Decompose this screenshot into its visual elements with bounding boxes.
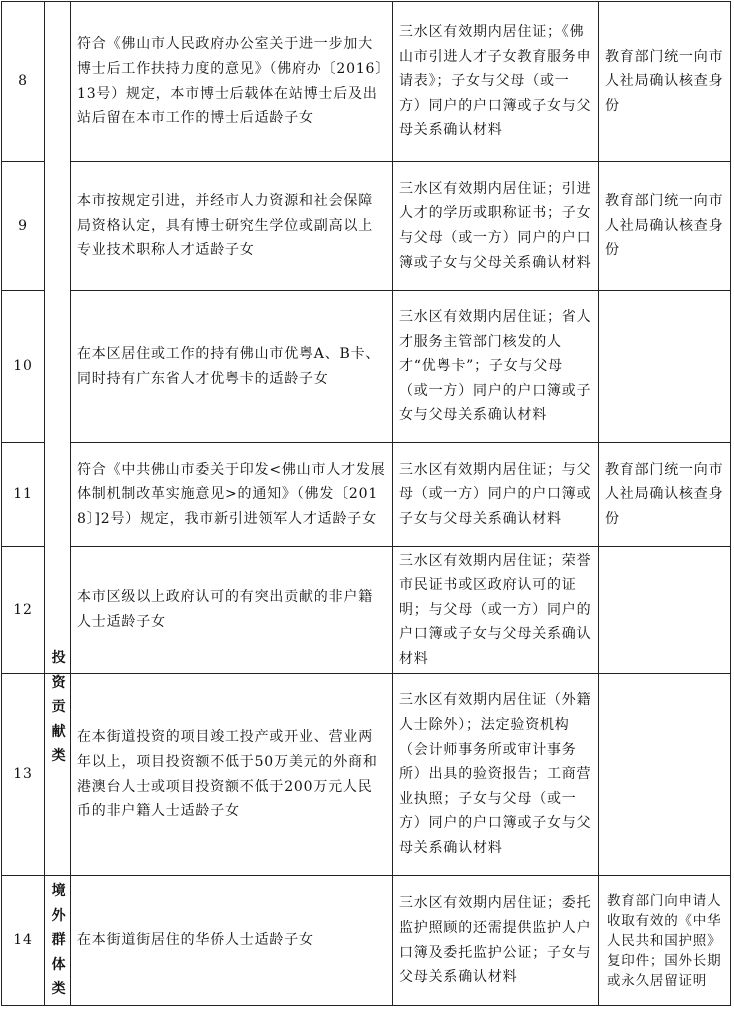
row-number: 9	[2, 162, 45, 291]
table-row	[2, 674, 731, 876]
row-number: 8	[2, 2, 45, 162]
materials-cell: 三水区有效期内居住证；委托监护照顾的还需提供监护人户口簿及委托监护公证；子女与父母关系确认材料	[393, 876, 599, 1006]
note-cell: 教育部门统一向市人社局确认核查身份	[599, 2, 731, 162]
condition-cell: 符合《中共佛山市委关于印发<佛山市人才发展体制机制改革实施意见>的通知》（佛发〔2018〕]2号）规定，我市新引进领军人才适龄子女	[71, 443, 393, 547]
table-row	[2, 2, 731, 162]
table-row	[2, 547, 731, 674]
table-row	[2, 876, 731, 1006]
materials-cell: 三水区有效期内居住证（外籍人士除外）；法定验资机构（会计师事务所或审计事务所）出具的验资报告；工商营业执照；子女与父母（或一方）同户的户口簿或子女与父母关系确认材料	[393, 674, 599, 876]
materials-cell: 三水区有效期内居住证；《佛山市引进人才子女教育服务申请表》；子女与父母（或一方）同户的户口簿或子女与父母关系确认材料	[393, 2, 599, 162]
row-number: 12	[2, 547, 45, 674]
policy-table	[1, 1, 731, 1006]
note-cell: 教育部门统一向市人社局确认核查身份	[599, 162, 731, 291]
note-cell	[599, 291, 731, 443]
condition-cell: 符合《佛山市人民政府办公室关于进一步加大博士后工作扶持力度的意见》（佛府办〔2016〕13号）规定，本市博士后载体在站博士后及出站后留在本市工作的博士后适龄子女	[71, 2, 393, 162]
row-number: 14	[2, 876, 45, 1006]
materials-cell: 三水区有效期内居住证；与父母（或一方）同户的户口簿或子女与父母关系确认材料	[393, 443, 599, 547]
table-row	[2, 162, 731, 291]
category-overseas: 境外群体类	[51, 883, 67, 998]
category-label	[45, 876, 71, 1006]
materials-cell: 三水区有效期内居住证；引进人才的学历或职称证书；子女与父母（或一方）同户的户口簿或子女与父母关系确认材料	[393, 162, 599, 291]
table-row	[2, 291, 731, 443]
table-row	[2, 443, 731, 547]
condition-cell: 在本区居住或工作的持有佛山市优粤A、B卡、同时持有广东省人才优粤卡的适龄子女	[71, 291, 393, 443]
row-number: 10	[2, 291, 45, 443]
note-cell	[599, 547, 731, 674]
category-cell-blank	[45, 2, 71, 674]
category-investment: 投资贡献类	[51, 650, 67, 765]
condition-cell: 在本街道街居住的华侨人士适龄子女	[71, 876, 393, 1006]
note-cell: 教育部门统一向市人社局确认核查身份	[599, 443, 731, 547]
materials-cell: 三水区有效期内居住证；荣誉市民证书或区政府认可的证明；与父母（或一方）同户的户口簿或子女与父母关系确认材料	[393, 547, 599, 674]
category-label	[45, 650, 71, 876]
condition-cell: 本市区级以上政府认可的有突出贡献的非户籍人士适龄子女	[71, 547, 393, 674]
note-cell: 教育部门向申请人收取有效的《中华人民共和国护照》复印件；国外长期或永久居留证明	[599, 876, 731, 1006]
row-number: 11	[2, 443, 45, 547]
condition-cell: 本市按规定引进，并经市人力资源和社会保障局资格认定，具有博士研究生学位或副高以上专业技术职称人才适龄子女	[71, 162, 393, 291]
note-cell	[599, 674, 731, 876]
condition-cell: 在本街道投资的项目竣工投产或开业、营业两年以上，项目投资额不低于50万美元的外商和港澳台人士或项目投资额不低于200万元人民币的非户籍人士适龄子女	[71, 674, 393, 876]
materials-cell: 三水区有效期内居住证；省人才服务主管部门核发的人才“优粤卡”；子女与父母（或一方）同户的户口簿或子女与父母关系确认材料	[393, 291, 599, 443]
row-number: 13	[2, 674, 45, 876]
